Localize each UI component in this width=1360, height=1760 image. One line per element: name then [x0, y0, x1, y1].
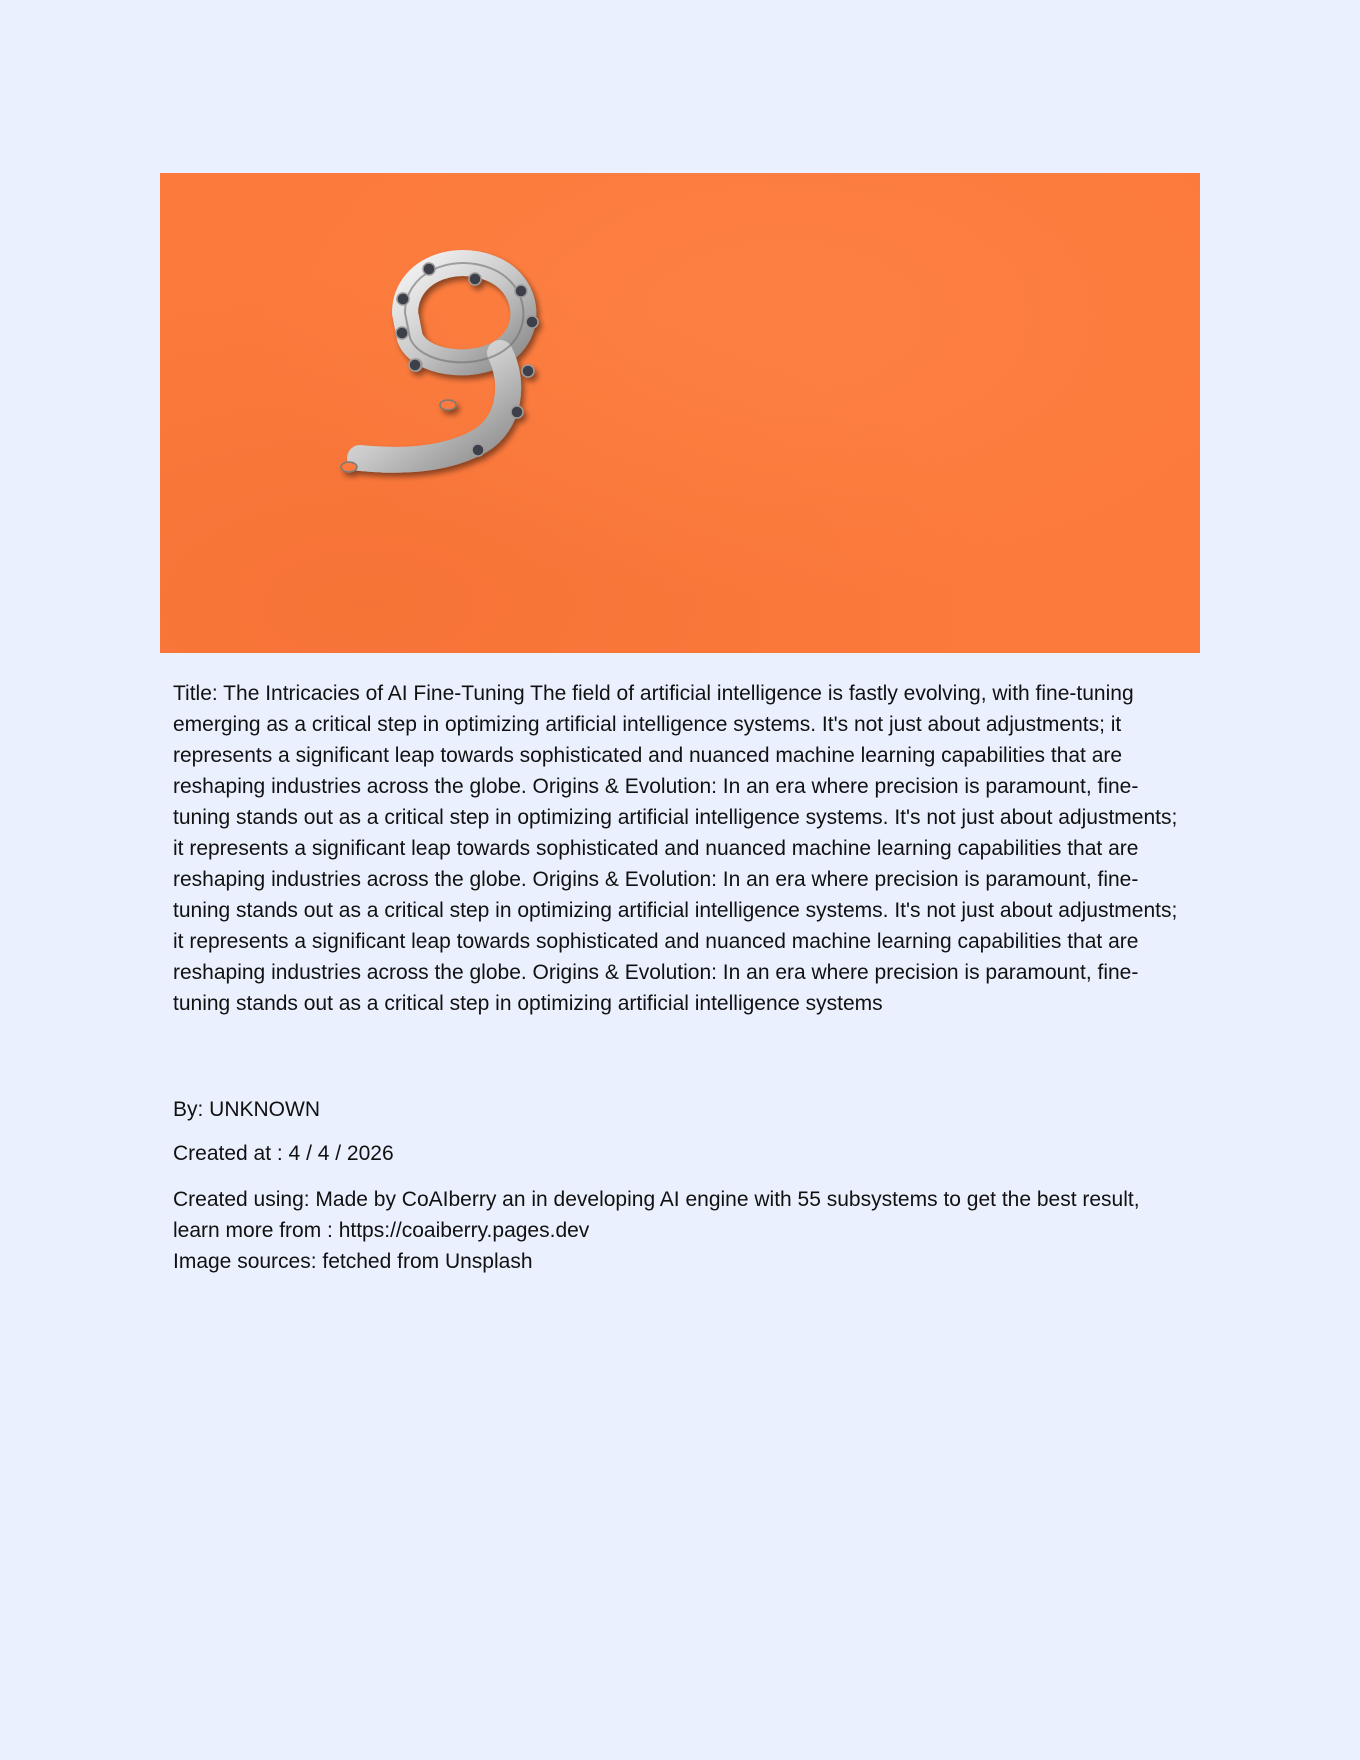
- hero-image: [160, 173, 1200, 653]
- author-line: By: UNKNOWN: [173, 1098, 320, 1121]
- bike-chain-number-nine-image: [160, 173, 1200, 653]
- created-date: Created at : 4 / 4 / 2026: [173, 1142, 394, 1165]
- image-sources-line: Image sources: fetched from Unsplash: [173, 1250, 533, 1273]
- credits-block: [173, 1184, 1183, 1277]
- article-body: Title: The Intricacies of AI Fine-Tuning The field of artificial intelligence is fastly evolving, with fine-tuning emerging as a critical step in optimizing artificial intelligence systems. It's not just about adjustments; it represents a significant leap towards sophisticated and nuanced machine learning capabilities that are reshaping industries across the globe. Origins & Evolution: In an era where precision is paramount, fine-tuning stands out as a critical step in optimizing artificial intelligence systems. It's not just about adjustments; it represents a significant leap towards sophisticated and nuanced machine learning capabilities that are reshaping industries across the globe. Origins & Evolution: In an era where precision is paramount, fine-tuning stands out as a critical step in optimizing artificial intelligence systems. It's not just about adjustments; it represents a significant leap towards sophisticated and nuanced machine learning capabilities that are reshaping industries across the globe. Origins & Evolution: In an era where precision is paramount, fine-tuning stands out as a critical step in optimizing artificial intelligence systems: [173, 682, 1178, 1015]
- article-content: [173, 678, 1183, 1273]
- created-using-line: Created using: Made by CoAIberry an in developing AI engine with 55 subsystems to get the best result, learn more from : https://coaiberry.pages.dev: [173, 1188, 1140, 1242]
